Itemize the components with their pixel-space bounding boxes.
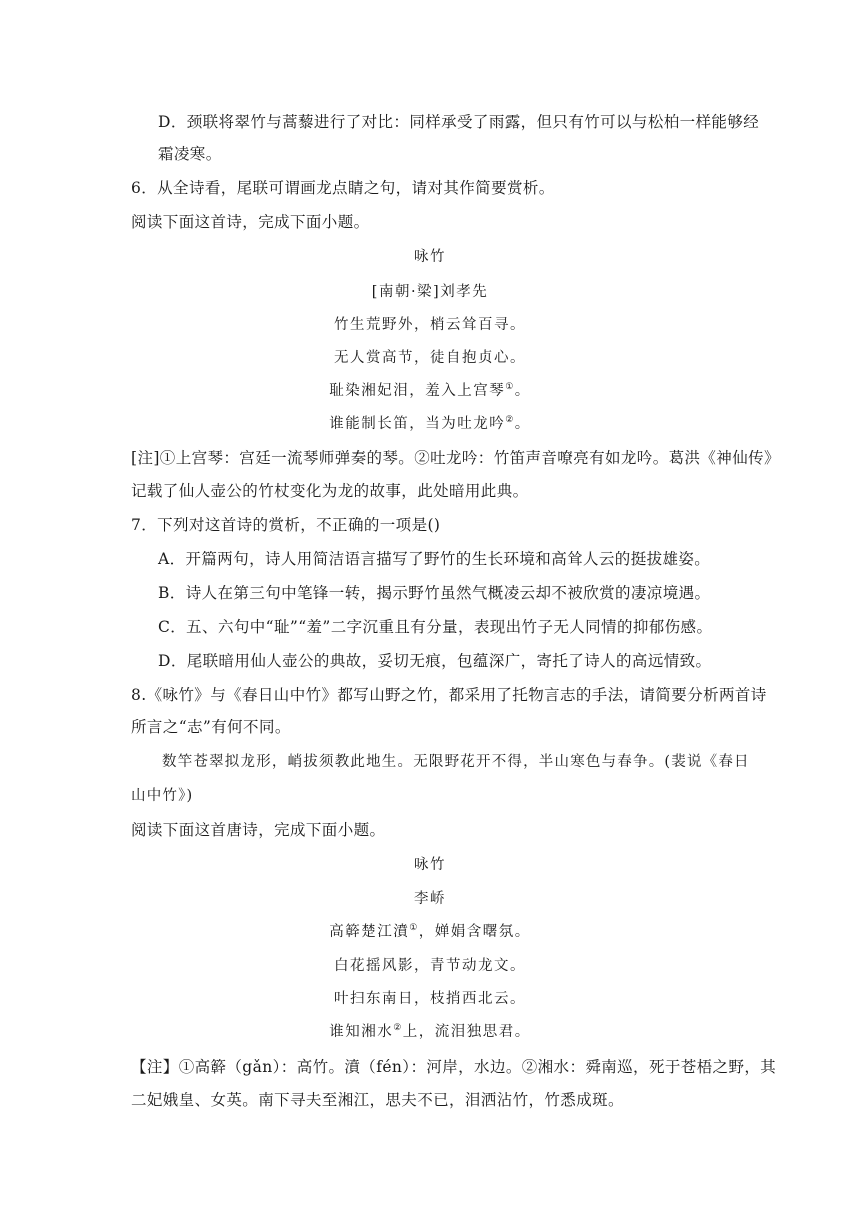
poem-1-line-4: 谁能制长笛，当为吐龙吟②。 [329,415,531,432]
poem-3-title: 咏竹 [414,857,446,873]
poem-1-title: 咏竹 [414,249,446,265]
poem-3-line-3: 叶扫东南日，枝捎西北云。 [334,991,526,1007]
question-6: 6．从全诗看，尾联可谓画龙点睛之句，请对其作简要赏析。 [131,179,555,197]
question-8-line-2: 所言之“志”有何不同。 [131,718,291,736]
footnote-marker-3: ① [409,923,419,934]
poem-1-author: [南朝·梁]刘孝先 [371,284,489,300]
poem-3-note-line-2: 二妃娥皇、女英。南下寻夫至湘江，思夫不已，泪洒沾竹，竹悉成斑。 [131,1091,624,1109]
option-d-line-2: 霜凌寒。 [158,145,222,163]
poem-3-author: 李峤 [414,891,446,907]
footnote-marker-1: ① [505,382,515,393]
footnote-marker-4: ② [393,1023,403,1034]
poem-3-line-1: 高簳楚江濆①，婵娟含曙氛。 [329,923,531,940]
poem-3-note-line-1: 【注】①高簳（gǎn）：高竹。濆（fén）：河岸，水边。②湘水：舜南巡，死于苍梧之野，其 [131,1058,777,1076]
poem-1-line-3: 耻染湘妃泪，羞入上宫琴①。 [329,382,531,399]
reading-instruction-1: 阅读下面这首诗，完成下面小题。 [131,213,370,231]
question-8-line-1: 8.《咏竹》与《春日山中竹》都写山野之竹，都采用了托物言志的手法，请简要分析两首诗 [131,686,767,704]
option-7a: A．开篇两句，诗人用简洁语言描写了野竹的生长环境和高耸人云的挺拔雄姿。 [158,550,711,568]
poem-2-text-line-1: 数竿苍翠拟龙形，峭拔须教此地生。无限野花开不得，半山寒色与春争。(裴说《春日 [162,754,750,770]
option-d-line-1: D．颈联将翠竹与蒿藜进行了对比：同样承受了雨露，但只有竹可以与松柏一样能够经 [158,113,760,131]
poem-1-note-line-2: 记载了仙人壶公的竹杖变化为龙的故事，此处暗用此典。 [131,482,529,500]
poem-3-line-4: 谁知湘水②上，流泪独思君。 [329,1023,531,1040]
poem-2-text-line-2: 山中竹》) [131,788,194,804]
reading-instruction-2: 阅读下面这首唐诗，完成下面小题。 [131,821,386,839]
poem-1-line-2: 无人赏高节，徒自抱贞心。 [334,350,526,366]
option-7d: D．尾联暗用仙人壶公的典故，妥切无痕，包蕴深广，寄托了诗人的高远情致。 [158,652,712,670]
poem-1-note-line-1: [注]①上宫琴：宫廷一流琴师弹奏的琴。②吐龙吟：竹笛声音嘹亮有如龙吟。葛洪《神仙传》 [131,449,780,467]
question-7: 7．下列对这首诗的赏析，不正确的一项是() [131,516,441,534]
option-7b: B．诗人在第三句中笔锋一转，揭示野竹虽然气概凌云却不被欣赏的凄凉境遇。 [158,584,711,602]
footnote-marker-2: ② [505,415,515,426]
option-7c: C．五、六句中“耻”“羞”二字沉重且有分量，表现出竹子无人同情的抑郁伤感。 [158,618,713,636]
poem-3-line-2: 白花摇风影，青节动龙文。 [334,958,526,974]
poem-1-line-1: 竹生荒野外，梢云耸百寻。 [334,317,526,333]
